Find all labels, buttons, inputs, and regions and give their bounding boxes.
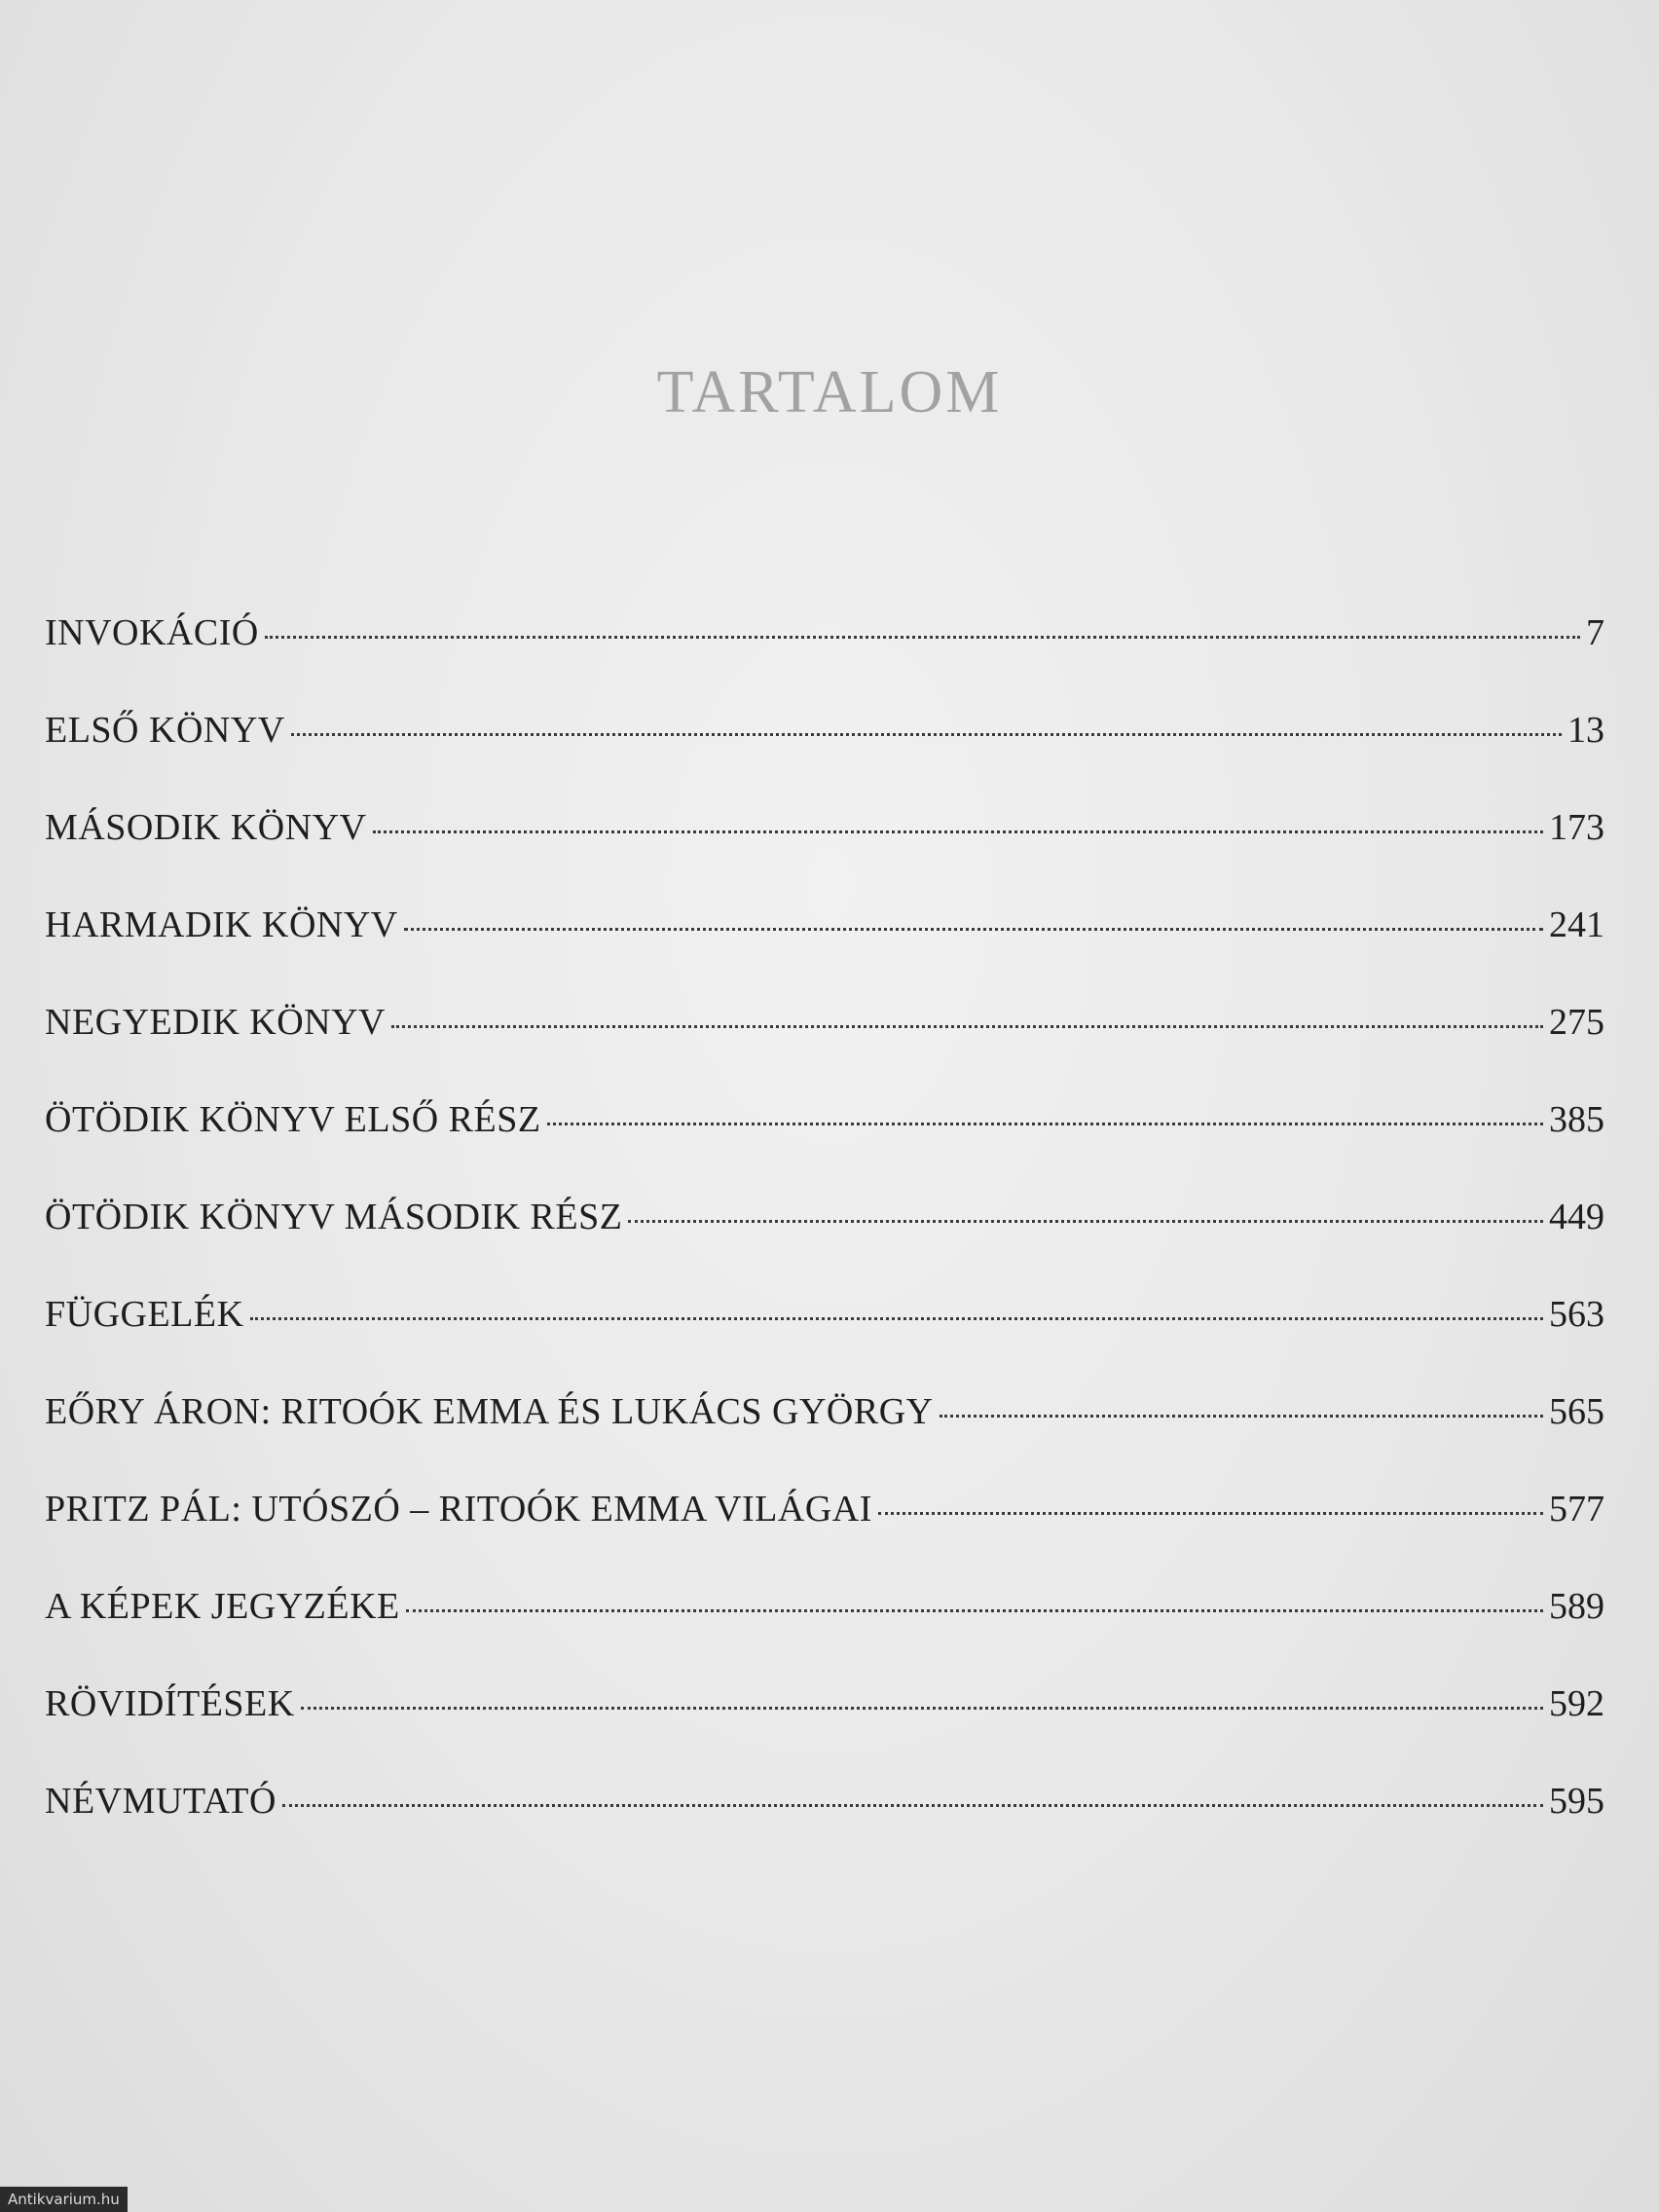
dot-leader <box>878 1512 1543 1515</box>
dot-leader <box>282 1804 1543 1807</box>
toc-entry-title: ELSŐ KÖNYV <box>45 710 285 751</box>
dot-leader <box>628 1220 1543 1223</box>
dot-leader <box>265 636 1580 639</box>
toc-entry-title: NEGYEDIK KÖNYV <box>45 1002 387 1043</box>
toc-entry-title: RÖVIDÍTÉSEK <box>45 1683 295 1724</box>
toc-entry-title: INVOKÁCIÓ <box>45 612 259 653</box>
toc-entry-page: 241 <box>1549 904 1604 945</box>
toc-entry-title: EŐRY ÁRON: RITOÓK EMMA ÉS LUKÁCS GYÖRGY <box>45 1391 934 1432</box>
dot-leader <box>301 1707 1543 1710</box>
toc-entry <box>45 1098 1604 1196</box>
toc-entry-page: 173 <box>1549 807 1604 848</box>
toc-entry-title: PRITZ PÁL: UTÓSZÓ – RITOÓK EMMA VILÁGAI <box>45 1489 872 1530</box>
dot-leader <box>547 1123 1543 1125</box>
toc-entry-page: 13 <box>1567 710 1604 751</box>
toc-entry-page: 595 <box>1549 1781 1604 1822</box>
toc-entry-title: HARMADIK KÖNYV <box>45 904 398 945</box>
table-of-contents <box>45 611 1604 1877</box>
toc-entry <box>45 1780 1604 1877</box>
dot-leader <box>250 1317 1543 1320</box>
toc-entry <box>45 1488 1604 1585</box>
watermark: Antikvarium.hu <box>0 2187 128 2212</box>
toc-entry-page: 449 <box>1549 1197 1604 1237</box>
toc-entry-title: ÖTÖDIK KÖNYV ELSŐ RÉSZ <box>45 1099 541 1140</box>
toc-entry-page: 385 <box>1549 1099 1604 1140</box>
dot-leader <box>373 830 1543 833</box>
toc-entry <box>45 1585 1604 1682</box>
toc-entry-title: ÖTÖDIK KÖNYV MÁSODIK RÉSZ <box>45 1197 623 1237</box>
page-title: TARTALOM <box>656 359 1003 425</box>
toc-entry <box>45 1196 1604 1293</box>
toc-entry <box>45 709 1604 806</box>
toc-entry <box>45 806 1604 903</box>
toc-entry <box>45 1293 1604 1390</box>
toc-entry <box>45 1390 1604 1488</box>
toc-entry <box>45 903 1604 1001</box>
toc-entry-page: 7 <box>1586 612 1604 653</box>
toc-entry-page: 563 <box>1549 1294 1604 1335</box>
toc-entry-page: 275 <box>1549 1002 1604 1043</box>
dot-leader <box>406 1609 1543 1612</box>
toc-entry-title: MÁSODIK KÖNYV <box>45 807 367 848</box>
toc-entry <box>45 611 1604 709</box>
dot-leader <box>940 1415 1543 1418</box>
toc-entry-title: FÜGGELÉK <box>45 1294 244 1335</box>
toc-entry-page: 592 <box>1549 1683 1604 1724</box>
dot-leader <box>404 928 1543 931</box>
toc-entry <box>45 1001 1604 1098</box>
dot-leader <box>291 733 1562 736</box>
toc-entry-page: 589 <box>1549 1586 1604 1627</box>
toc-entry-title: NÉVMUTATÓ <box>45 1781 276 1822</box>
toc-entry-title: A KÉPEK JEGYZÉKE <box>45 1586 400 1627</box>
toc-entry-page: 577 <box>1549 1489 1604 1530</box>
toc-entry-page: 565 <box>1549 1391 1604 1432</box>
toc-entry <box>45 1682 1604 1780</box>
dot-leader <box>391 1025 1543 1028</box>
